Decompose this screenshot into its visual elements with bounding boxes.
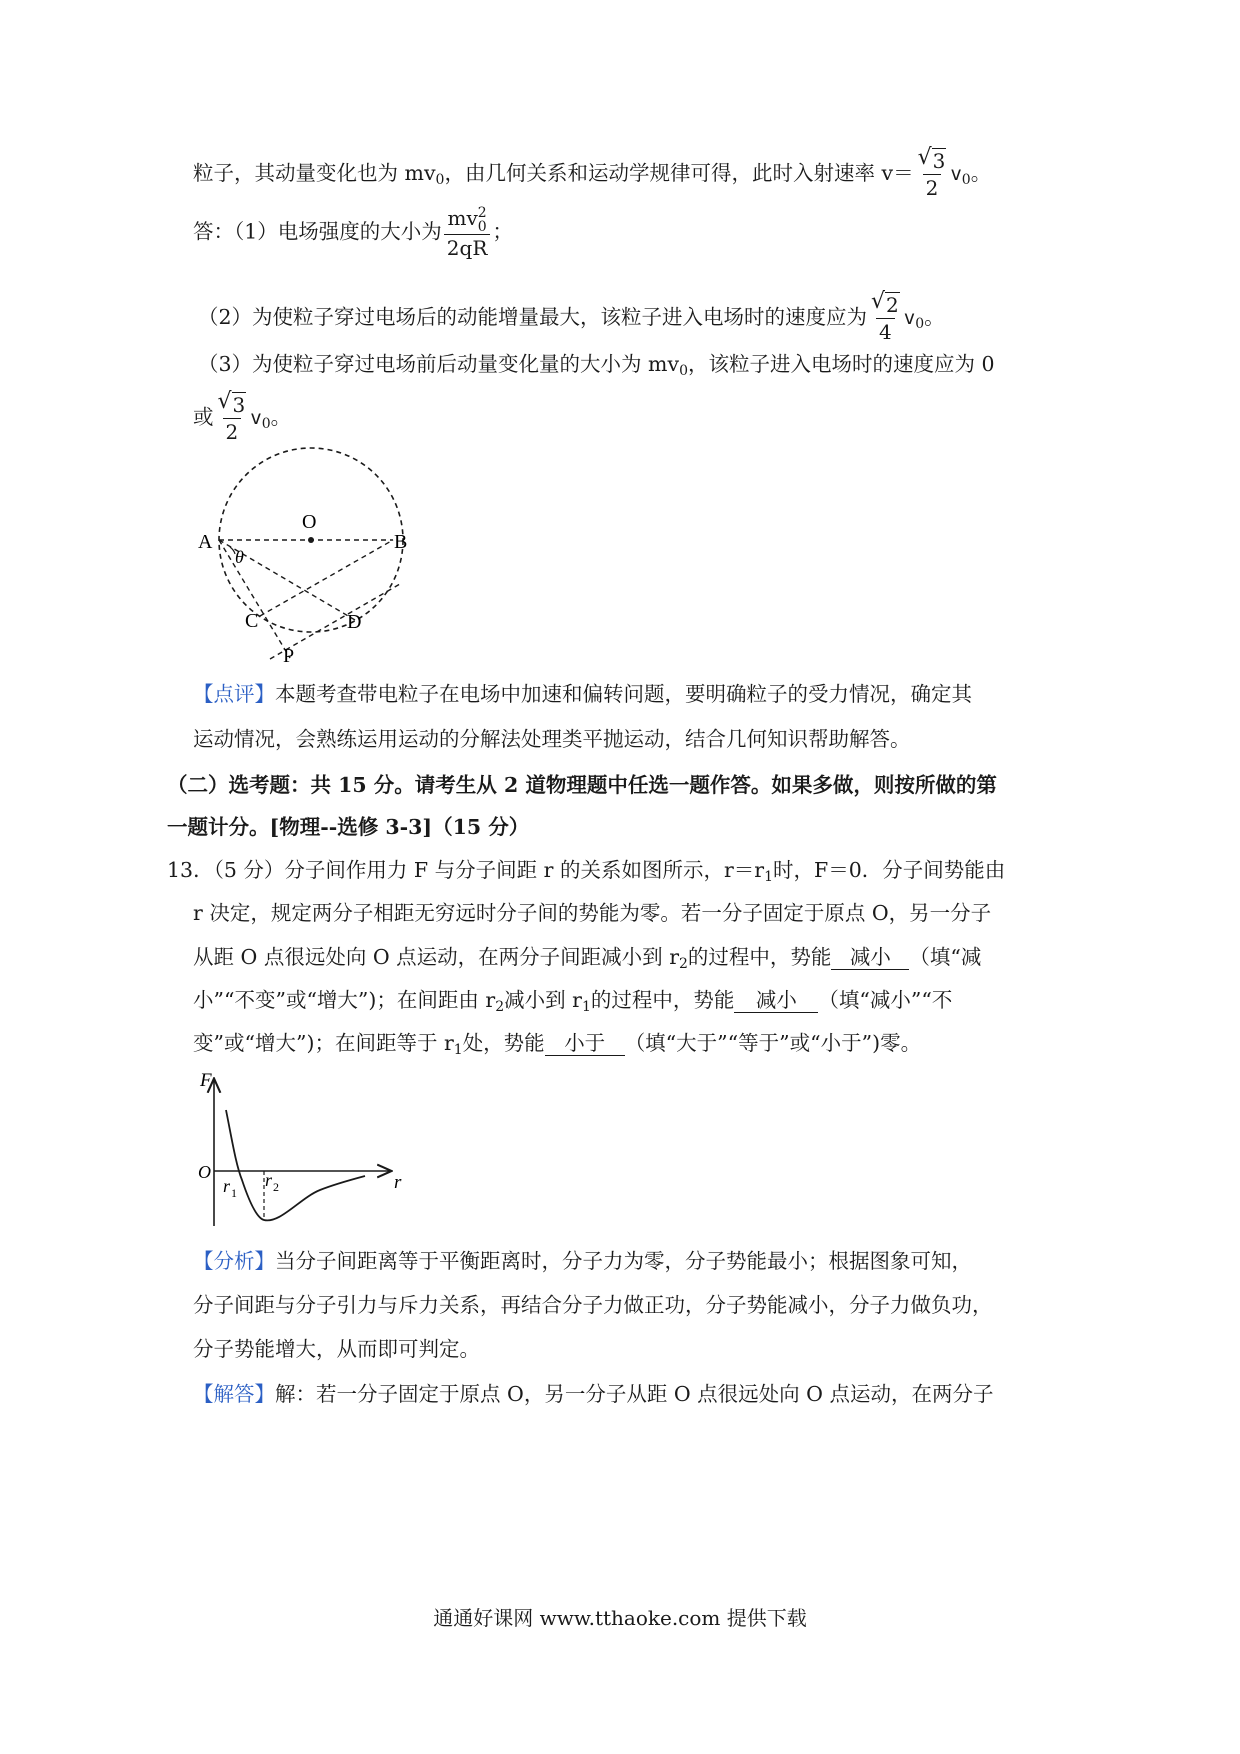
fraction-numerator: mv (447, 206, 478, 230)
q13-text: 的过程中，势能 (687, 945, 832, 969)
fraction (216, 392, 249, 445)
subscript: 0 (435, 172, 445, 188)
answer3-text: （3）为使粒子穿过电场前后动量变化量的大小为 mv (198, 352, 680, 376)
subscript: 0 (961, 172, 971, 188)
q13-text: 13．（5 分）分子间作用力 F 与分子间距 r 的关系如图所示，r＝r (167, 858, 765, 882)
label-P: P (283, 645, 295, 667)
subscript: 2 (679, 956, 688, 972)
sqrt-radicand: 2 (886, 293, 899, 317)
answer-blank-2: 减小 (734, 988, 818, 1013)
subscript: 0 (915, 316, 925, 332)
section-heading-text: （二）选考题：共 15 分。请考生从 2 道物理题中任选一题作答。如果多做，则按所做的第 (167, 773, 997, 797)
solution-tag: 【解答】 (193, 1382, 275, 1406)
subscript: 1 (453, 1042, 463, 1058)
label-O-origin: O (198, 1162, 211, 1182)
sqrt-radicand: 3 (932, 149, 946, 173)
comment-line1 (193, 680, 972, 708)
answer3-line1 (198, 350, 995, 385)
label-r2-subscript: 2 (273, 1180, 279, 1194)
sqrt-radicand: 3 (232, 393, 246, 417)
fraction-denominator: 2 (223, 418, 242, 445)
comment-text: 运动情况，会熟练运用运动的分解法处理类平抛运动，结合几何知识帮助解答。 (193, 727, 911, 751)
label-r1-subscript: 1 (231, 1186, 237, 1200)
semicolon: ； (492, 219, 513, 244)
q13-line3 (193, 943, 981, 978)
subscript: 0 (261, 416, 271, 432)
subscript: 1 (581, 999, 591, 1015)
fraction-denominator: 2qR (444, 234, 491, 261)
period: 。 (970, 161, 992, 185)
solution-text: 解：若一分子固定于原点 O，另一分子从距 O 点很远处向 O 点运动，在两分子 (275, 1382, 994, 1406)
q13-text: 从距 O 点很远处向 O 点运动，在两分子间距减小到 r (193, 945, 679, 969)
field-strength-fraction (444, 205, 491, 261)
q13-text: 处，势能 (462, 1031, 545, 1055)
label-r1: r (223, 1176, 231, 1196)
superscript: 2 (477, 204, 487, 221)
line-AP (219, 540, 290, 658)
velocity-symbol: v (250, 407, 262, 429)
solution-line1 (193, 1380, 994, 1408)
label-D: D (347, 611, 362, 633)
answer3-line2 (193, 392, 291, 445)
analysis-line3 (193, 1335, 480, 1363)
label-A: A (198, 531, 213, 553)
q13-text: 变”或“增大”)；在间距等于 r (193, 1031, 454, 1055)
analysis-text: 当分子间距离等于平衡距离时，分子力为零，分子势能最小；根据图象可知， (275, 1249, 972, 1273)
analysis-text: 分子势能增大，从而即可判定。 (193, 1337, 480, 1361)
q13-text: r 决定，规定两分子相距无穷远时分子间的势能为零。若一分子固定于原点 O，另一分子 (193, 901, 992, 925)
analysis-text: 分子间距与分子引力与斥力关系，再结合分子力做正功，分子势能减小，分子力做负功， (193, 1293, 993, 1317)
answer1-prefix: 答：（1）电场强度的大小为 (193, 219, 442, 244)
q13-line5 (193, 1029, 921, 1064)
analysis-tag: 【分析】 (193, 1249, 275, 1273)
analysis-line1 (193, 1247, 972, 1275)
para1-line (193, 148, 991, 201)
label-F: F (200, 1070, 212, 1091)
q13-text: （填“大于”“等于”或“小于”)零。 (624, 1031, 922, 1055)
label-r2: r (265, 1170, 273, 1190)
subscript: 2 (495, 999, 505, 1015)
label-theta: θ (235, 547, 244, 567)
q13-text: 的过程中，势能 (590, 988, 735, 1012)
line-CB (260, 540, 393, 616)
comment-line2 (193, 725, 911, 753)
fraction (869, 292, 902, 345)
fraction (916, 148, 949, 201)
force-curve (226, 1110, 365, 1220)
answer2-prefix: （2）为使粒子穿过电场后的动能增量最大，该粒子进入电场时的速度应为 (198, 305, 868, 329)
q13-line4 (193, 986, 952, 1021)
page-footer: 通通好课网 www.tthaoke.com 提供下载 (433, 1606, 807, 1630)
answer2-line (198, 292, 945, 345)
analysis-line2 (193, 1291, 993, 1319)
label-r: r (394, 1172, 402, 1193)
label-B: B (394, 531, 408, 553)
comment-tag: 【点评】 (193, 682, 275, 706)
label-C: C (245, 610, 259, 632)
q13-text: （填“减小”“不 (818, 988, 953, 1012)
q13-line1 (167, 856, 1005, 891)
q13-text: 时，F＝0．分子间势能由 (773, 858, 1006, 882)
q13-text: 小”“不变”或“增大”)；在间距由 r (193, 988, 496, 1012)
circle-geometry-figure (190, 440, 430, 670)
section-heading-text: 一题计分。[物理--选修 3-3]（15 分） (167, 815, 530, 839)
period: 。 (270, 405, 292, 429)
section-heading-line2 (167, 813, 529, 841)
subscript: 1 (764, 869, 774, 885)
section-heading-line1 (167, 771, 997, 799)
para1-text: 粒子，其动量变化也为 mv (193, 161, 436, 185)
label-O: O (302, 511, 317, 533)
q13-text: （填“减 (909, 945, 982, 969)
period: 。 (924, 305, 945, 329)
velocity-symbol: v (903, 307, 916, 329)
subscript: 0 (477, 218, 487, 235)
q13-text: 减小到 r (504, 988, 582, 1012)
center-point-O (308, 537, 314, 543)
force-distance-graph (190, 1070, 420, 1235)
answer3-or: 或 (193, 405, 214, 429)
comment-text: 本题考查带电粒子在电场中加速和偏转问题，要明确粒子的受力情况，确定其 (275, 682, 972, 706)
subscript: 0 (679, 363, 688, 379)
answer3-text2: ，该粒子进入电场时的速度应为 0 (688, 352, 995, 376)
para1-text2: ，由几何关系和运动学规律可得，此时入射速率 v＝ (444, 161, 914, 185)
q13-line2 (193, 899, 991, 927)
answer1-line (193, 205, 513, 261)
answer-blank-3: 小于 (545, 1031, 625, 1056)
velocity-symbol: v (950, 163, 962, 185)
answer-blank-1: 减小 (831, 945, 909, 970)
fraction-denominator: 4 (876, 318, 895, 345)
fraction-denominator: 2 (923, 174, 942, 201)
